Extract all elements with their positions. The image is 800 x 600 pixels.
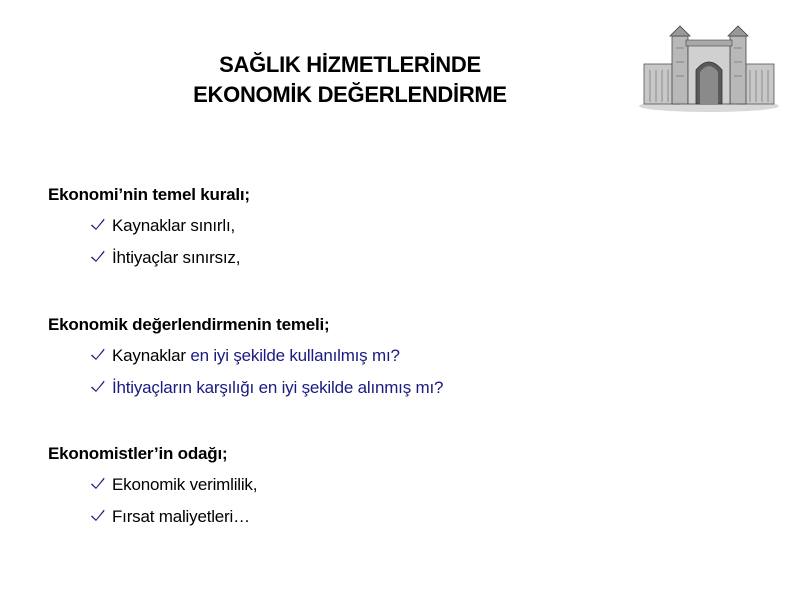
bullet-text: Fırsat maliyetleri… [112, 507, 250, 526]
checkmark-icon [90, 376, 112, 402]
list-item [90, 375, 443, 407]
checkmark-icon [90, 473, 112, 499]
section-heading: Ekonomi’nin temel kuralı; [48, 185, 250, 204]
checkmark-icon [90, 505, 112, 531]
title-line-1: SAĞLIK HİZMETLERİNDE [219, 52, 481, 77]
bullet-highlight: İhtiyaçların karşılığı en iyi şekilde alınmış mı? [112, 378, 444, 397]
section-heading: Ekonomistler’in odağı; [48, 444, 228, 463]
bullet-highlight: en iyi şekilde kullanılmış mı? [190, 346, 400, 365]
list-item [90, 472, 257, 504]
section-heading: Ekonomik değerlendirmenin temeli; [48, 315, 330, 334]
checkmark-icon [90, 246, 112, 272]
university-gate-icon [636, 18, 782, 114]
list-item [90, 504, 257, 536]
list-item [90, 343, 443, 375]
list-item [90, 213, 250, 245]
list-item [90, 245, 250, 277]
bullet-text: Kaynaklar sınırlı, [112, 216, 236, 235]
title-line-2: EKONOMİK DEĞERLENDİRME [193, 82, 507, 107]
checkmark-icon [90, 214, 112, 240]
section-ekonomist-odagi [48, 442, 257, 536]
section-temel-kural [48, 183, 250, 277]
bullet-text: Kaynaklar [112, 346, 191, 365]
checkmark-icon [90, 344, 112, 370]
slide-title [150, 50, 550, 110]
section-degerlendirme-temeli [48, 313, 443, 407]
bullet-text: İhtiyaçlar sınırsız, [112, 248, 241, 267]
bullet-text: Ekonomik verimlilik, [112, 475, 258, 494]
